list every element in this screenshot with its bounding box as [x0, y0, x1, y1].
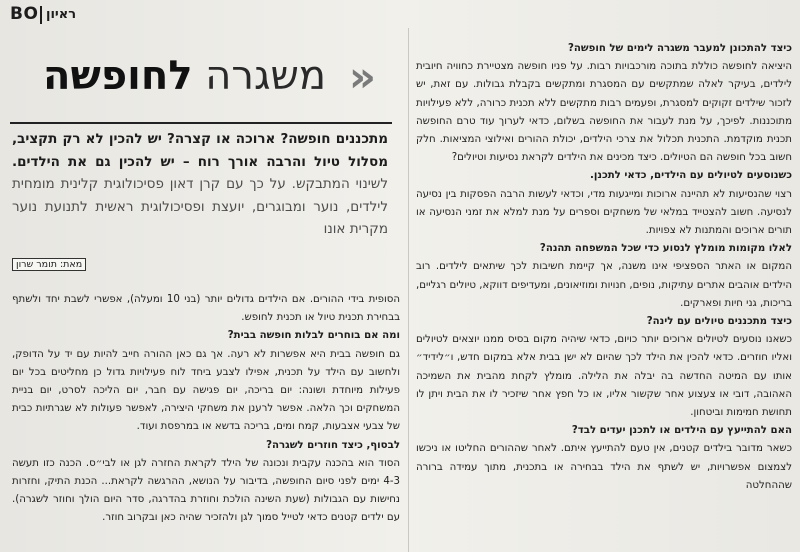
paragraph: גם חופשה בבית היא אפשרות לא רעה. אך גם כאן ההורה חייב להיות עם יד על הדופק, ולחשוב עם הילד על תכנית, אפילו לצבע ביחד לוח פעילויות גדול כן מחליטים בכל יום פעילות מיוחדת ושונה: יום בריכה, יום פגישה עם חבר, יום הליכה לסרט, יום בניית המשחקים וכך הלאה. אפשר לרענן את משחקי היצירה, לאפשר פעולות לא שגרתיות כבית של צבעי אצבעות, קמח ומים, בריכה בדשא או במרפסת ועוד. [12, 348, 400, 433]
paragraph: רצוי שהנסיעות לא תהיינה ארוכות ומייגעות מדי, וכדאי לעשות הרבה הפסקות בין נסיעה לנסיעה. חשוב להצטייד במלאי של משחקים וספרים על מנת למלא את זמני הנסיעה או תורים ארוכים והמתנות לא צפויות. [416, 188, 792, 237]
header-divider [40, 6, 42, 24]
paragraph: היציאה לחופשה כוללת בתוכה מורכבויות רבות. על פניו חופשה מצטיירת כחוויה חיובית לילדים, בעיקר לאלה שמתקשים עם המסגרת ומתקשים בקבלת גבולות. עם זאת, יש לזכור שילדים זקוקים למסגרת, ופעמים רבות מתקשים ללא תכנית כרורה, ללא פעילויות מתוכננות. לפיכך, על מנת לעבור את החופשה בשלום, כדאי לערוך עוד טרם החופשה תכנית מוקדמת. התכנית תכלול את צרכי הילדים, יכולת ההורים ואילוצי המציאות. חלק חשוב בכל חופשה הם הטיולים. כיצד מכינים את הילדים לקראת נסיעות וטיולים? [416, 61, 792, 164]
right-column [416, 40, 792, 495]
magazine-name: ראיון [46, 7, 77, 22]
intro-question: מתכננים חופשה? ארוכה או קצרה? יש להכין לא רק תקציב, מסלול טיול והרבה אורך רוח – יש להכין גם את הילדים. [12, 131, 388, 170]
subheading-question: לאלו מקומות מומלץ לנסוע כדי שכל המשפחה תהנה? [539, 243, 792, 255]
article-title [10, 48, 370, 118]
subheading-question: ומה אם בוחרים לבלות חופשה בבית? [227, 330, 400, 342]
headline-bold: לחופשה [43, 53, 193, 99]
paragraph: הסוד הוא בהכנה עקבית ונכונה של הילד לקראת החזרה לגן או לבי״ס. הכנה כזו תעשה 4-3 ימים לפני סיום החופשה, בדיבור על הנושא, ההרגשה לקראת... הכנת התיק, וחזרות נחישות עם הגבולות (שעת השינה הולכת וחוזרת בהדרגה, סדר היום הולך וחוזר לשגרה). עם ילדים קטנים כדאי לטייל סמוך לגן ולהזכיר שהיה כאן ובקרוב חוזר. [12, 457, 400, 524]
byline-text: מאת: תומר שרון [12, 258, 86, 271]
byline [12, 259, 388, 270]
subheading-question: כיצד מתכננים טיולים עם לינה? [646, 316, 792, 328]
subheading-question: האם להתייעץ עם הילדים או לתכנן יעדים לבד? [571, 425, 792, 437]
paragraph: כשאר מדובר בילדים קטנים, אין טעם להתייעץ איתם. לאחר שההורים החליטו או ניכשו לצמצום אפשרויות, יש לשתף את הילד בבחירה או בתכנית, מתוך עמידה ברורה שההחלטה [416, 443, 792, 491]
intro-text: לשינוי המתבקש. על כך עם קרן דאון פסיכולוגית קלינית מומחית לילדים, נוער ומבוגרים, יועצת ופסיכולוגית ראשית לתנועת נוער מקרית אונו [12, 176, 388, 237]
page-header [0, 0, 800, 28]
subheading-question: לבסוף, כיצד חוזרים לשגרה? [266, 439, 400, 451]
article-intro [12, 128, 388, 241]
headline [43, 50, 326, 102]
magazine-logo: BO [10, 4, 39, 24]
double-chevron-icon: « [348, 52, 370, 101]
subheading-question: כשנוסעים לטיולים עם הילדים, כדאי לתכנן. [589, 170, 792, 182]
headline-light: משגרה [192, 53, 326, 99]
title-underline [10, 122, 392, 124]
left-column [12, 291, 400, 528]
paragraph: הסופית בידי ההורים. אם הילדים גדולים יותר (בני 10 ומעלה), אפשרי לשבת יחד ולשתף בבחירת תכנית טיול או תכנית לחופש. [12, 294, 400, 324]
page-fold [408, 28, 409, 552]
paragraph: המקום או האתר הספציפי אינו משנה, אך קיימת חשיבות לכך שיתאים לילדים. רוב הילדים אוהבים אתרים עתיקות, נופים, חנויות ומוזיאונים, ומעדיפים דווקא, טיולים רגליים, בריכות, גני חיות ופארקים. [416, 261, 792, 309]
subheading-question: כיצד להתכונן למעבר משגרה לימים של חופשה? [568, 43, 792, 54]
paragraph: כשאנו נוסעים לטיולים ארוכים יותר כויום, כדאי שיהיה מקום בסיס ממנו יוצאים לטיולים ואליו חוזרים. כדאי להכין את הילד לכך שהיום לא ישן בבית אלא במקום חדש, ו״לידיד״ אותו עם המיטה החדשה בה יבלה את הלילה. מומלץ לקחת מהבית את השמיכה האהובה, דובי או צעצוע אחר שקשור אליו, או כל חפץ אחר שיזכיר לו את הבית ויתן לו תחושת חמימות וביטחון. [416, 334, 792, 419]
